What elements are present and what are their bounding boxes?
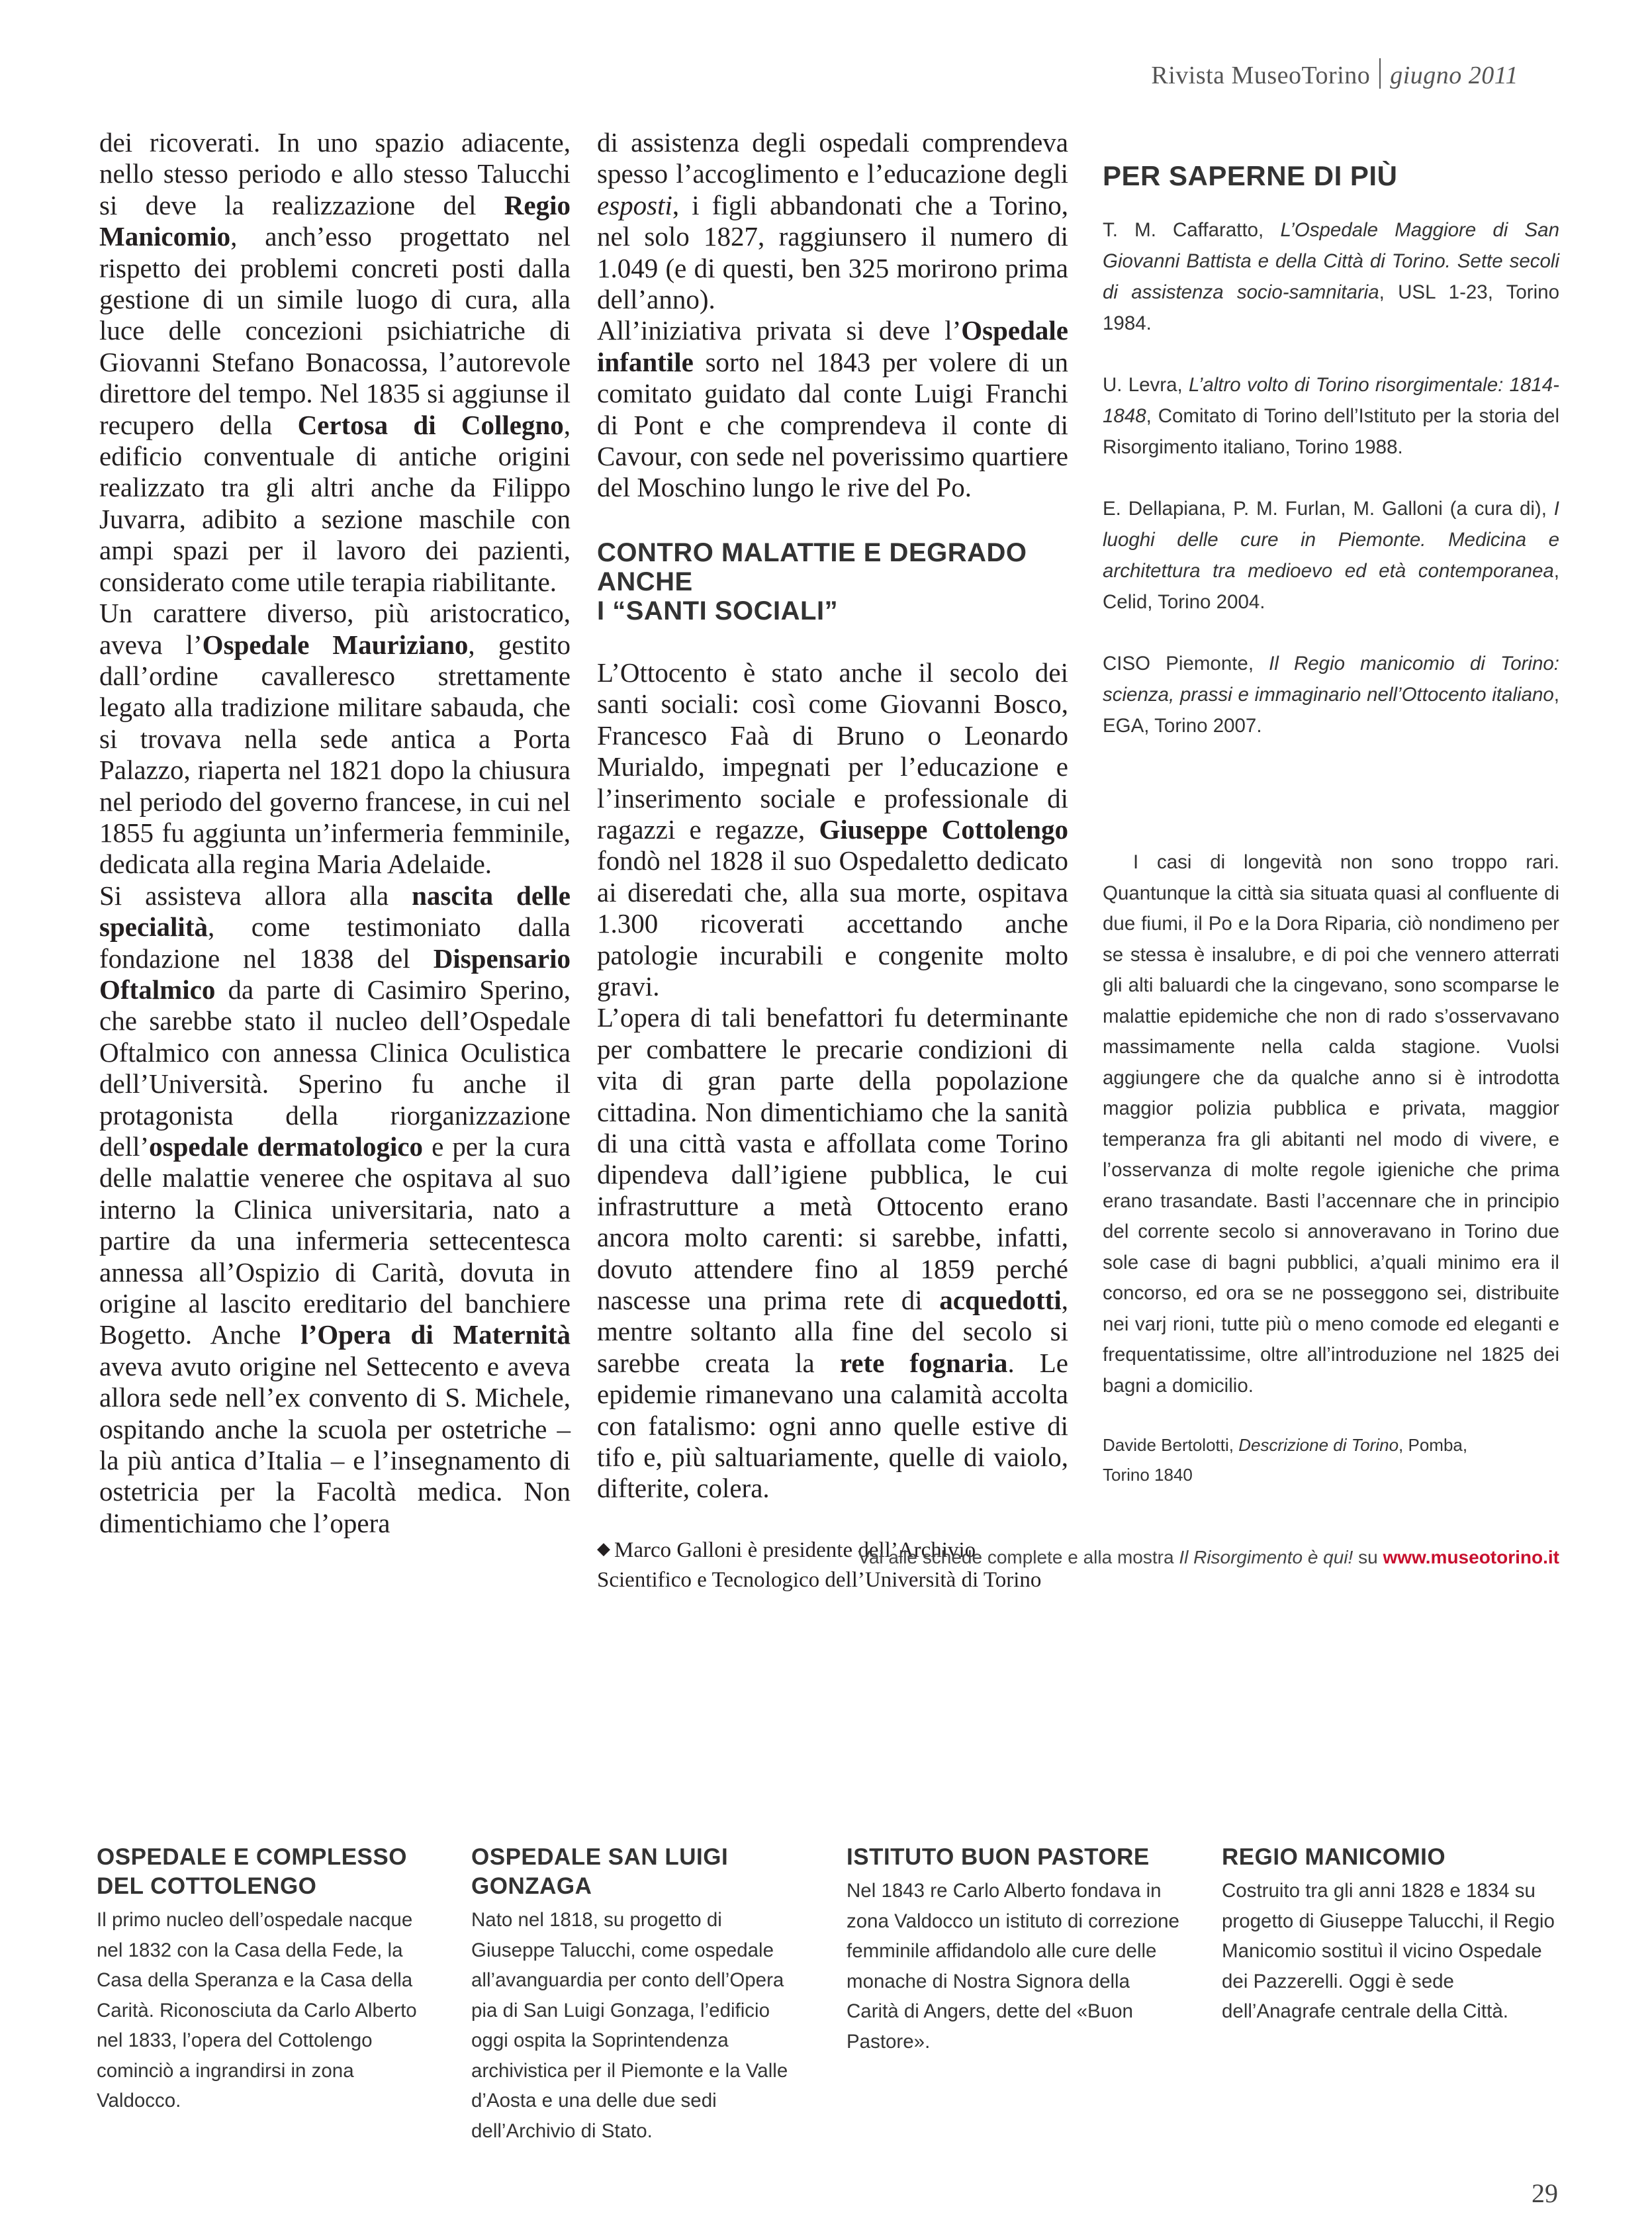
card-text: Costruito tra gli anni 1828 e 1834 su progetto di Giuseppe Talucchi, il Regio Manicomio sostituì il vicino Ospedale dei Pazzerelli. Oggi è sede dell’Anagrafe centrale della Città. [1222,1880,1555,2022]
section-heading: CONTRO MALATTIE E DEGRADO ANCHE I “SANTI SOCIALI” [597,537,1027,626]
issue-date: giugno 2011 [1390,62,1518,89]
paragraph: di assistenza degli ospedali comprendeva spesso l’accoglimento e l’educazione degli esposti, i figli abbandonati che a Torino, nel solo 1827, raggiunsero il numero di 1.049 (e di questi, ben 325 morirono prima dell’anno). [597,127,1068,315]
diamond-bullet-icon: ◆ [597,1538,610,1558]
page-number: 29 [1532,2178,1558,2208]
paragraph: dei ricoverati. In uno spazio adiacente, nello stesso periodo e allo stesso Talucchi si deve la realizzazione del Regio Manicomio, anch’esso progettato nel rispetto dei problemi concreti posti dalla gestione di un simile luogo di cura, alla luce delle concezioni psichiatriche di Giovanni Stefano Bonacossa, l’autorevole direttore del tempo. Nel 1835 si aggiunse il recupero della Certosa di Collegno, edificio conventuale di antiche origini realizzato tra gli altri anche da Filippo Juvarra, adibito a sezione maschile con ampi spazi per il lavoro dei pazienti, considerato come utile terapia riabilitante. [99,127,571,597]
card-title: OSPEDALE SAN LUIGI GONZAGA [471,1844,729,1899]
paragraph: L’opera di tali benefattori fu determinante per combattere le precarie condizioni di vita di gran parte della popolazione cittadina. Non dimentichiamo che la sanità di una città vasta e affollata come Torino dipendeva dall’igiene pubblica, le cui infrastrutture a metà Ottocento erano ancora molto carenti: si sarebbe, infatti, dovuto attendere fino al 1859 perché nascesse una prima rete di acquedotti, mentre soltanto alla fine del secolo si sarebbe creata la rete fognaria. Le epidemie rimanevano una calamità accolta con fatalismo: ogni anno quelle estive di tifo e, più saltuariamente, quelle di vaiolo, difterite, colera. [597,1002,1068,1504]
bibliography-entry: U. Levra, L’altro volto di Torino risorgimentale: 1814-1848, Comitato di Torino dell’Istituto per la storia del Risorgimento italiano, Torino 1988. [1103,374,1560,458]
bibliography-title: PER SAPERNE DI PIÙ [1103,160,1398,191]
historical-quote [1103,847,1559,1490]
running-header [1151,58,1518,90]
paragraph: Un carattere diverso, più aristocratico, aveva l’Ospedale Mauriziano, gestito dall’ordine cavalleresco strettamente legato alla tradizione militare sabauda, che si trovava nella sede antica a Porta Palazzo, riaperta nel 1821 dopo la chiusura nel periodo del governo francese, in cui nel 1855 fu aggiunta un’infermeria femminile, dedicata alla regina Maria Adelaide. [99,598,571,880]
bibliography-box [1103,160,1559,772]
card-title: OSPEDALE E COMPLESSO DEL COTTOLENGO [97,1844,407,1899]
card-title: REGIO MANICOMIO [1222,1844,1446,1870]
paragraph: All’iniziativa privata si deve l’Ospedale infantile sorto nel 1843 per volere di un comitato guidato dal conte Luigi Franchi di Pont e che comprendeva il conte di Cavour, con sede nel poverissimo quartiere del Moschino lungo le rive del Po. [597,315,1068,503]
quote-source: Davide Bertolotti, Descrizione di Torino, Pomba, Torino 1840 [1103,1435,1468,1485]
bibliography-entry: E. Dellapiana, P. M. Furlan, M. Galloni (a cura di), I luoghi delle cure in Piemonte. Medicina e architettura tra medioevo ed età contemporanea, Celid, Torino 2004. [1103,498,1559,613]
article-column-1 [99,127,571,1539]
article-column-2 [597,127,1068,1595]
info-card-regio-manicomio [1222,1843,1559,2027]
info-card-buon-pastore [847,1843,1184,2057]
paragraph: L’Ottocento è stato anche il secolo dei santi sociali: così come Giovanni Bosco, Francesco Faà di Bruno o Leonardo Murialdo, impegnati per l’educazione e l’inserimento sociale e professionale di ragazzi e regazze, Giuseppe Cottolengo fondò nel 1828 il suo Ospedaletto dedicato ai diseredati che, alla sua morte, ospitava 1.300 ricoverati accettando anche patologie incurabili e congenite molto gravi. [597,657,1068,1001]
bibliography-entry: T. M. Caffaratto, L’Ospedale Maggiore di San Giovanni Battista e della Città di Torino. Sette secoli di assistenza socio-samnitaria, USL 1-23, Torino 1984. [1103,219,1559,334]
bibliography-entry: CISO Piemonte, Il Regio manicomio di Torino: scienza, prassi e immaginario nell’Ottocento italiano, EGA, Torino 2007. [1103,653,1559,737]
promo-line: Vai alle schede complete e alla mostra Il Risorgimento è qui! su www.museotorino.it [858,1547,1559,1567]
card-text: Nel 1843 re Carlo Alberto fondava in zona Valdocco un istituto di correzione femminile affidandolo alle cure delle monache di Nostra Signora della Carità di Angers, dette del «Buon Pastore». [847,1880,1179,2053]
quote-text: I casi di longevità non sono troppo rari. Quantunque la città sia situata quasi al confluente di due fiumi, il Po e la Dora Riparia, ciò nondimeno per se stessa è insalubre, e di poi che vennero atterrati gli alti baluardi che la cingevano, sono scomparse le malattie epidemiche che non di rado s’osservavano massimamente nella calda stagione. Vuolsi aggiungere che da qualche anno si è introdotta maggior polizia pubblica e privata, maggior temperanza fra gli abitanti nel modo di vivere, e l’osservanza di molte regole igieniche che prima erano trasandate. Basti l’accennare che in principio del corrente secolo si annoveravano in Torino due sole case di bagni pubblici, a’quali minimo era il concorso, ed ora se ne posseggono sei, distribuite nei varj rioni, tutte più o meno comode ed eleganti e frequentatissime, oltre all’introduzione nel 1825 dei bagni a domicilio. [1103,851,1559,1397]
info-card-cottolengo [97,1843,434,2116]
paragraph: Si assisteva allora alla nascita delle specialità, come testimoniato dalla fondazione nel 1838 del Dispensario Oftalmico da parte di Casimiro Sperino, che sarebbe stato il nucleo dell’Ospedale Oftalmico con annessa Clinica Oculistica dell’Università. Sperino fu anche il protagonista della riorganizzazione dell’ospedale dermatologico e per la cura delle malattie veneree che ospitava al suo interno la Clinica universitaria, nato a partire da una infermeria settecentesca annessa all’Ospizio di Carità, dovuta in origine al lascito ereditario del banchiere Bogetto. Anche l’Opera di Maternità aveva avuto origine nel Settecento e aveva allora sede nell’ex convento di S. Michele, ospitando anche la scuola per ostetriche – la più antica d’Italia – e l’insegnamento di ostetricia per la Facoltà medica. Non dimentichiamo che l’opera [99,880,571,1538]
card-text: Il primo nucleo dell’ospedale nacque nel 1832 con la Casa della Fede, la Casa della Speranza e la Casa della Carità. Riconosciuta da Carlo Alberto nel 1833, l’opera del Cottolengo cominciò a ingrandirsi in zona Valdocco. [97,1909,417,2112]
website-link[interactable]: www.museotorino.it [1383,1547,1559,1567]
author-footnote: ◆ Marco Galloni è presidente dell’Archivio Scientifico e Tecnologico dell’Università di Torino [597,1538,1042,1592]
info-card-san-luigi [471,1843,809,2146]
card-text: Nato nel 1818, su progetto di Giuseppe Talucchi, come ospedale all’avanguardia per conto dell’Opera pia di San Luigi Gonzaga, l’edificio oggi ospita la Soprintendenza archivistica per il Piemonte e la Valle d’Aosta e una delle due sedi dell’Archivio di Stato. [471,1909,788,2142]
card-title: ISTITUTO BUON PASTORE [847,1844,1150,1870]
magazine-name: Rivista MuseoTorino [1151,62,1371,89]
header-separator [1379,58,1381,89]
